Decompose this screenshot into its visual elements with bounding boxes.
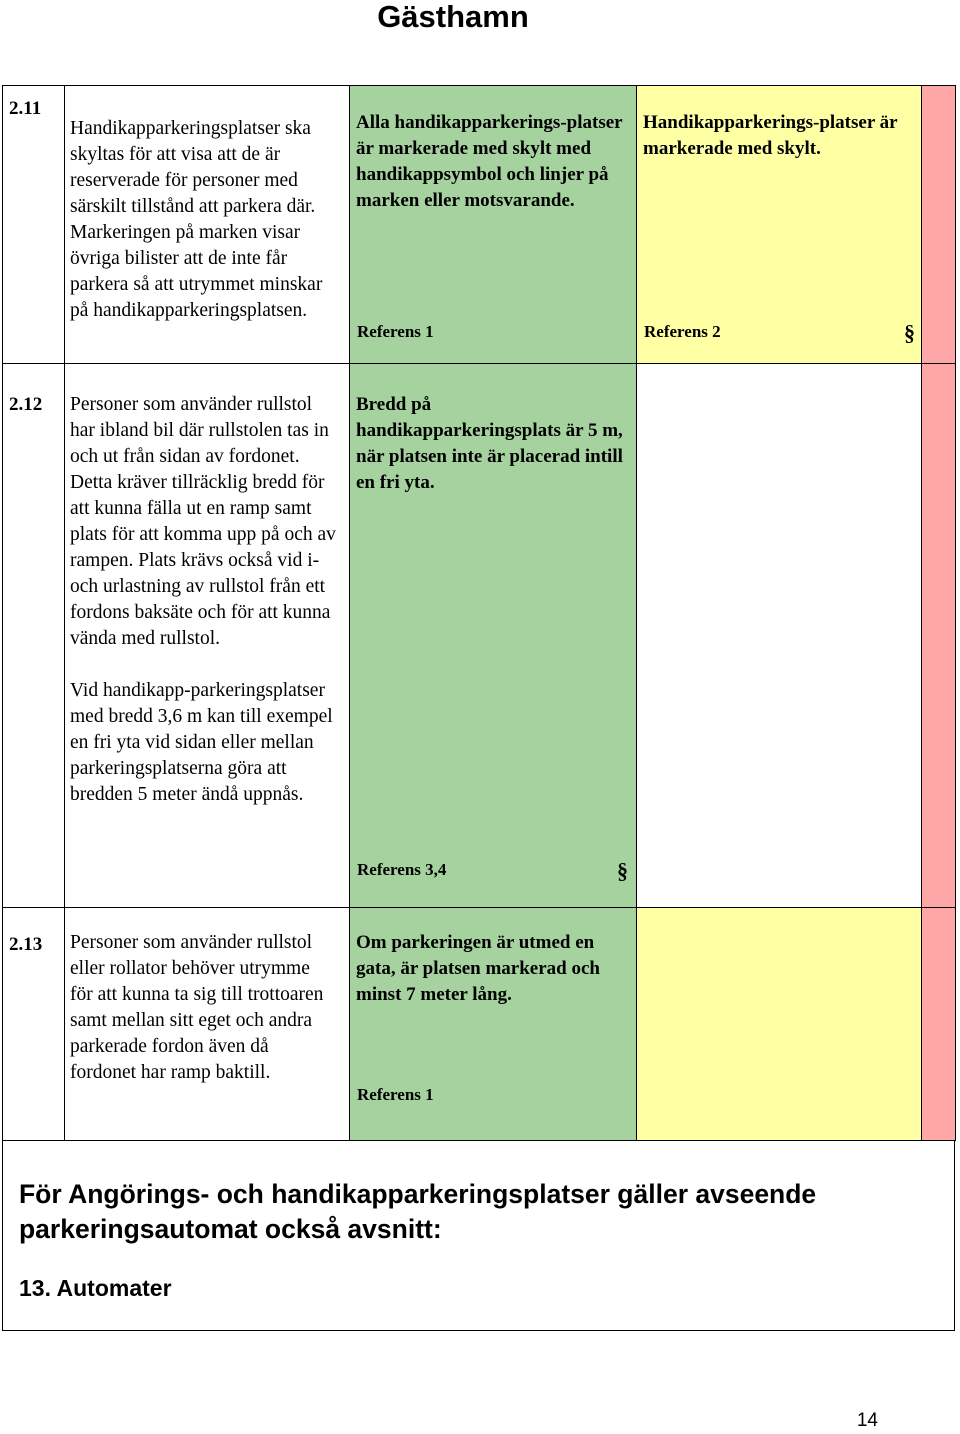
requirement-cell [350, 908, 637, 1141]
row-number: 2.12 [3, 364, 65, 908]
row-description [65, 364, 350, 908]
recommendation-cell [637, 86, 922, 364]
reference-label: Referens 3,4 [357, 860, 447, 879]
paragraph-sign-icon: § [904, 320, 915, 345]
status-cell [922, 908, 956, 1141]
table-row [3, 86, 956, 364]
requirement-text: Om parkeringen är utmed en gata, är platsen markerad och minst 7 meter lång. [356, 932, 600, 1005]
reference-label: Referens 1 [357, 322, 434, 341]
requirement-text: Bredd på handikapparkeringsplats är 5 m, när platsen inte är placerad intill en fri yta. [356, 394, 623, 493]
description-paragraph: Personer som använder rullstol har ibland bil där rullstolen tas in och ut från sidan av fordonet. Detta kräver tillräcklig bredd för att kunna fälla ut en ramp samt plats för att komma upp på och av rampen. Plats krävs också vid i- och urlastning av rullstol från ett fordons baksäte och för att kunna vända med rullstol. [70, 394, 336, 649]
recommendation-cell-empty [637, 364, 922, 908]
description-paragraph: Personer som använder rullstol eller rollator behöver utrymme för att kunna ta sig till trottoaren samt mellan sitt eget och andra parkerade fordon även då fordonet har ramp baktill. [70, 932, 324, 1083]
reference-label: Referens 1 [357, 1085, 434, 1104]
recommendation-cell [637, 908, 922, 1141]
requirement-cell [350, 86, 637, 364]
table-row [3, 908, 956, 1141]
paragraph-sign-icon: § [617, 858, 628, 883]
page-title: Gästhamn [377, 0, 529, 34]
footer-note: För Angörings- och handikapparkeringsplatser gäller avseende parkeringsautomat också avsnitt: [19, 1179, 817, 1244]
row-description [65, 908, 350, 1141]
reference-label: Referens 2 [644, 322, 721, 341]
requirement-cell [350, 364, 637, 908]
description-paragraph: Vid handikapp-parkeringsplatser med bredd 3,6 m kan till exempel en fri yta vid sidan eller mellan parkeringsplatserna göra att bredden 5 meter ändå uppnås. [70, 680, 333, 805]
recommendation-text: Handikapparkerings-platser är markerade med skylt. [643, 112, 898, 159]
footer-box [2, 1140, 955, 1331]
row-number: 2.13 [3, 908, 65, 1141]
page-number: 14 [856, 1410, 878, 1431]
requirement-text: Alla handikapparkerings-platser är markerade med skylt med handikappsymbol och linjer på marken eller motsvarande. [356, 112, 623, 211]
footer-section-reference: 13. Automater [19, 1275, 172, 1301]
requirements-table [2, 85, 956, 1141]
row-number: 2.11 [3, 86, 65, 364]
status-cell [922, 364, 956, 908]
description-paragraph: Handikapparkeringsplatser ska skyltas för att visa att de är reserverade för personer med särskilt tillstånd att parkera där. Markeringen på marken visar övriga bilister att de inte får parkera så att utrymmet minskar på handikapparkeringsplatsen. [70, 118, 323, 321]
table-row [3, 364, 956, 908]
row-description [65, 86, 350, 364]
status-cell [922, 86, 956, 364]
